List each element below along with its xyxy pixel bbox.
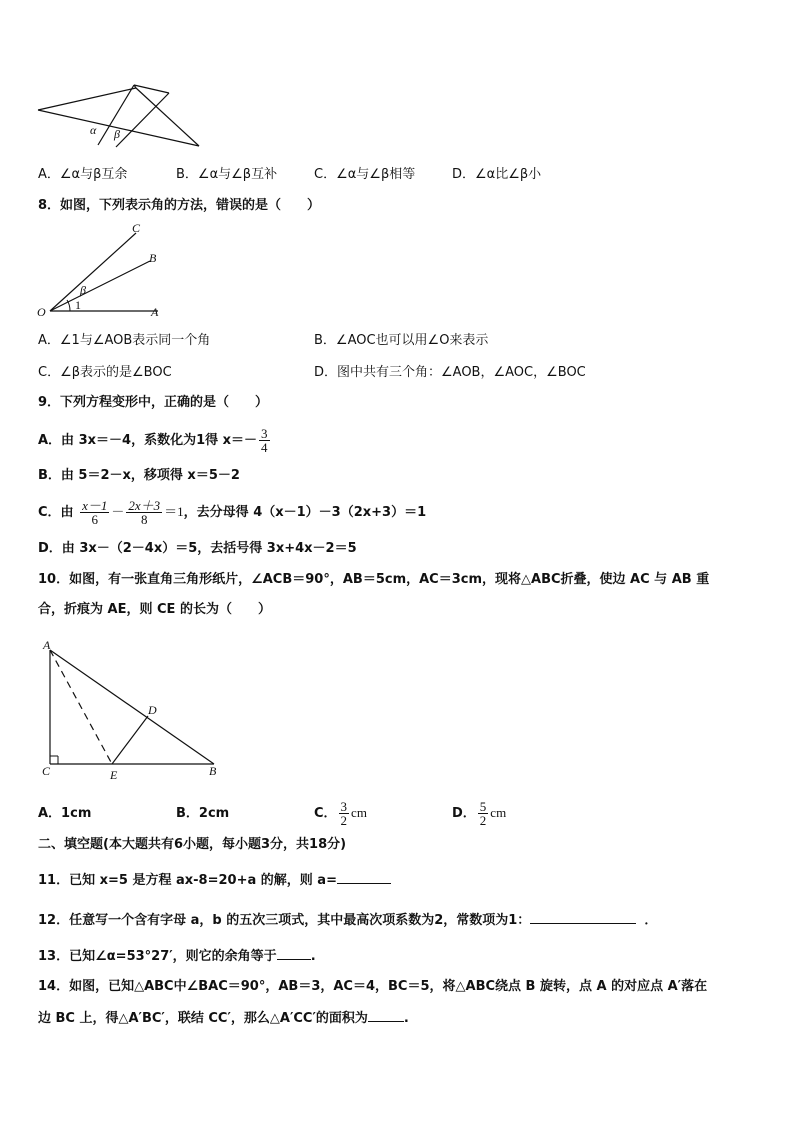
q9-option-c-fraction-1: $\frac{x-1}{6}$	[82, 498, 108, 527]
q10-option-a[interactable]: A．1cm	[38, 806, 92, 821]
q8-label-b: B	[149, 251, 157, 265]
q7-beta-label: β	[114, 127, 120, 141]
q9-option-a[interactable]	[38, 423, 272, 459]
q13: 13．已知∠α=53°27′，则它的余角等于 .	[38, 949, 316, 964]
q12: 12．任意写一个含有字母 a，b 的五次三项式，其中最高次项系数为2，常数项为1： ．	[38, 913, 658, 928]
q8-label-beta: β	[80, 283, 86, 297]
q10-label-a: A	[43, 638, 51, 652]
q14-answer-blank[interactable]	[368, 1009, 404, 1022]
q10-option-d[interactable]: D． $\frac{5}{2}$ cm	[452, 799, 507, 828]
q10-figure	[38, 636, 228, 784]
q7-option-c[interactable]: C．∠α与∠β相等	[314, 167, 416, 182]
q10-option-b[interactable]: B．2cm	[176, 806, 230, 821]
q11-answer-blank[interactable]	[337, 871, 391, 884]
q9-option-c-prefix: C．由	[38, 505, 74, 520]
q9-option-a-fraction: $\frac{3}{4}$	[261, 426, 268, 455]
q14-line2: 边 BC 上，得△A′BC′，联结 CC′，那么△A′CC′的面积为 .	[38, 1011, 409, 1026]
q9-option-c-suffix: ，去分母得 4（x－1）－3（2x+3）＝1	[183, 505, 427, 520]
q7-option-d[interactable]: D．∠α比∠β小	[452, 167, 542, 182]
q7-option-b[interactable]: B．∠α与∠β互补	[176, 167, 278, 182]
q7-option-a[interactable]: A．∠α与β互余	[38, 167, 128, 182]
q7-figure	[36, 82, 204, 152]
q9-option-a-text: A．由 3x＝－4，系数化为1得 x＝－	[38, 433, 258, 448]
q10-stem-line1: 10．如图，有一张直角三角形纸片，∠ACB＝90°，AB＝5cm，AC＝3cm，现将△ABC折叠，使边 AC 与 AB 重	[38, 572, 710, 587]
q10-option-c[interactable]: C． $\frac{3}{2}$ cm	[314, 799, 367, 828]
q10-option-c-fraction: $\frac{3}{2}$	[340, 799, 348, 828]
q10-stem-line2: 合，折痕为 AE，则 CE 的长为（ ）	[38, 602, 271, 617]
q9-option-c-equals: ＝1	[164, 504, 184, 519]
q8-option-a[interactable]: A．∠1与∠AOB表示同一个角	[38, 333, 211, 348]
q9-option-c-minus: －	[111, 504, 125, 519]
q10-option-d-fraction: $\frac{5}{2}$	[479, 799, 487, 828]
q9-option-d[interactable]: D．由 3x－（2－4x）＝5，去括号得 3x+4x－2＝5	[38, 541, 357, 556]
q13-answer-blank[interactable]	[277, 947, 311, 960]
q8-label-1: 1	[75, 298, 81, 312]
q8-option-b[interactable]: B．∠AOC也可以用∠O来表示	[314, 333, 489, 348]
q9-option-c-fraction-2: $\frac{2x+3}{8}$	[128, 498, 161, 527]
section-2-heading: 二、填空题(本大题共有6小题，每小题3分，共18分)	[38, 837, 347, 852]
q10-label-c: C	[42, 764, 51, 778]
q9-option-c[interactable]	[38, 494, 426, 531]
q8-figure	[34, 221, 166, 321]
q8-option-d[interactable]: D．图中共有三个角：∠AOB，∠AOC，∠BOC	[314, 365, 586, 380]
q8-label-o: O	[37, 305, 46, 319]
q12-answer-blank[interactable]	[530, 911, 636, 924]
q10-label-d: D	[148, 703, 157, 717]
q8-label-c: C	[132, 221, 141, 235]
q8-stem: 8．如图，下列表示角的方法，错误的是（ ）	[38, 198, 321, 213]
q7-alpha-label: α	[90, 123, 97, 137]
q8-label-a: A	[151, 305, 159, 319]
q11: 11．已知 x=5 是方程 ax-8=20+a 的解，则 a=	[38, 871, 391, 889]
q9-stem: 9．下列方程变形中，正确的是（ ）	[38, 395, 269, 410]
q10-label-e: E	[110, 768, 118, 782]
q8-option-c[interactable]: C．∠β表示的是∠BOC	[38, 365, 172, 380]
q14-line1: 14．如图，已知△ABC中∠BAC＝90°，AB＝3，AC＝4，BC＝5，将△ABC绕点 B 旋转，点 A 的对应点 A′落在	[38, 979, 708, 994]
q10-label-b: B	[209, 764, 217, 778]
q9-option-b[interactable]: B．由 5＝2－x，移项得 x＝5－2	[38, 468, 240, 483]
